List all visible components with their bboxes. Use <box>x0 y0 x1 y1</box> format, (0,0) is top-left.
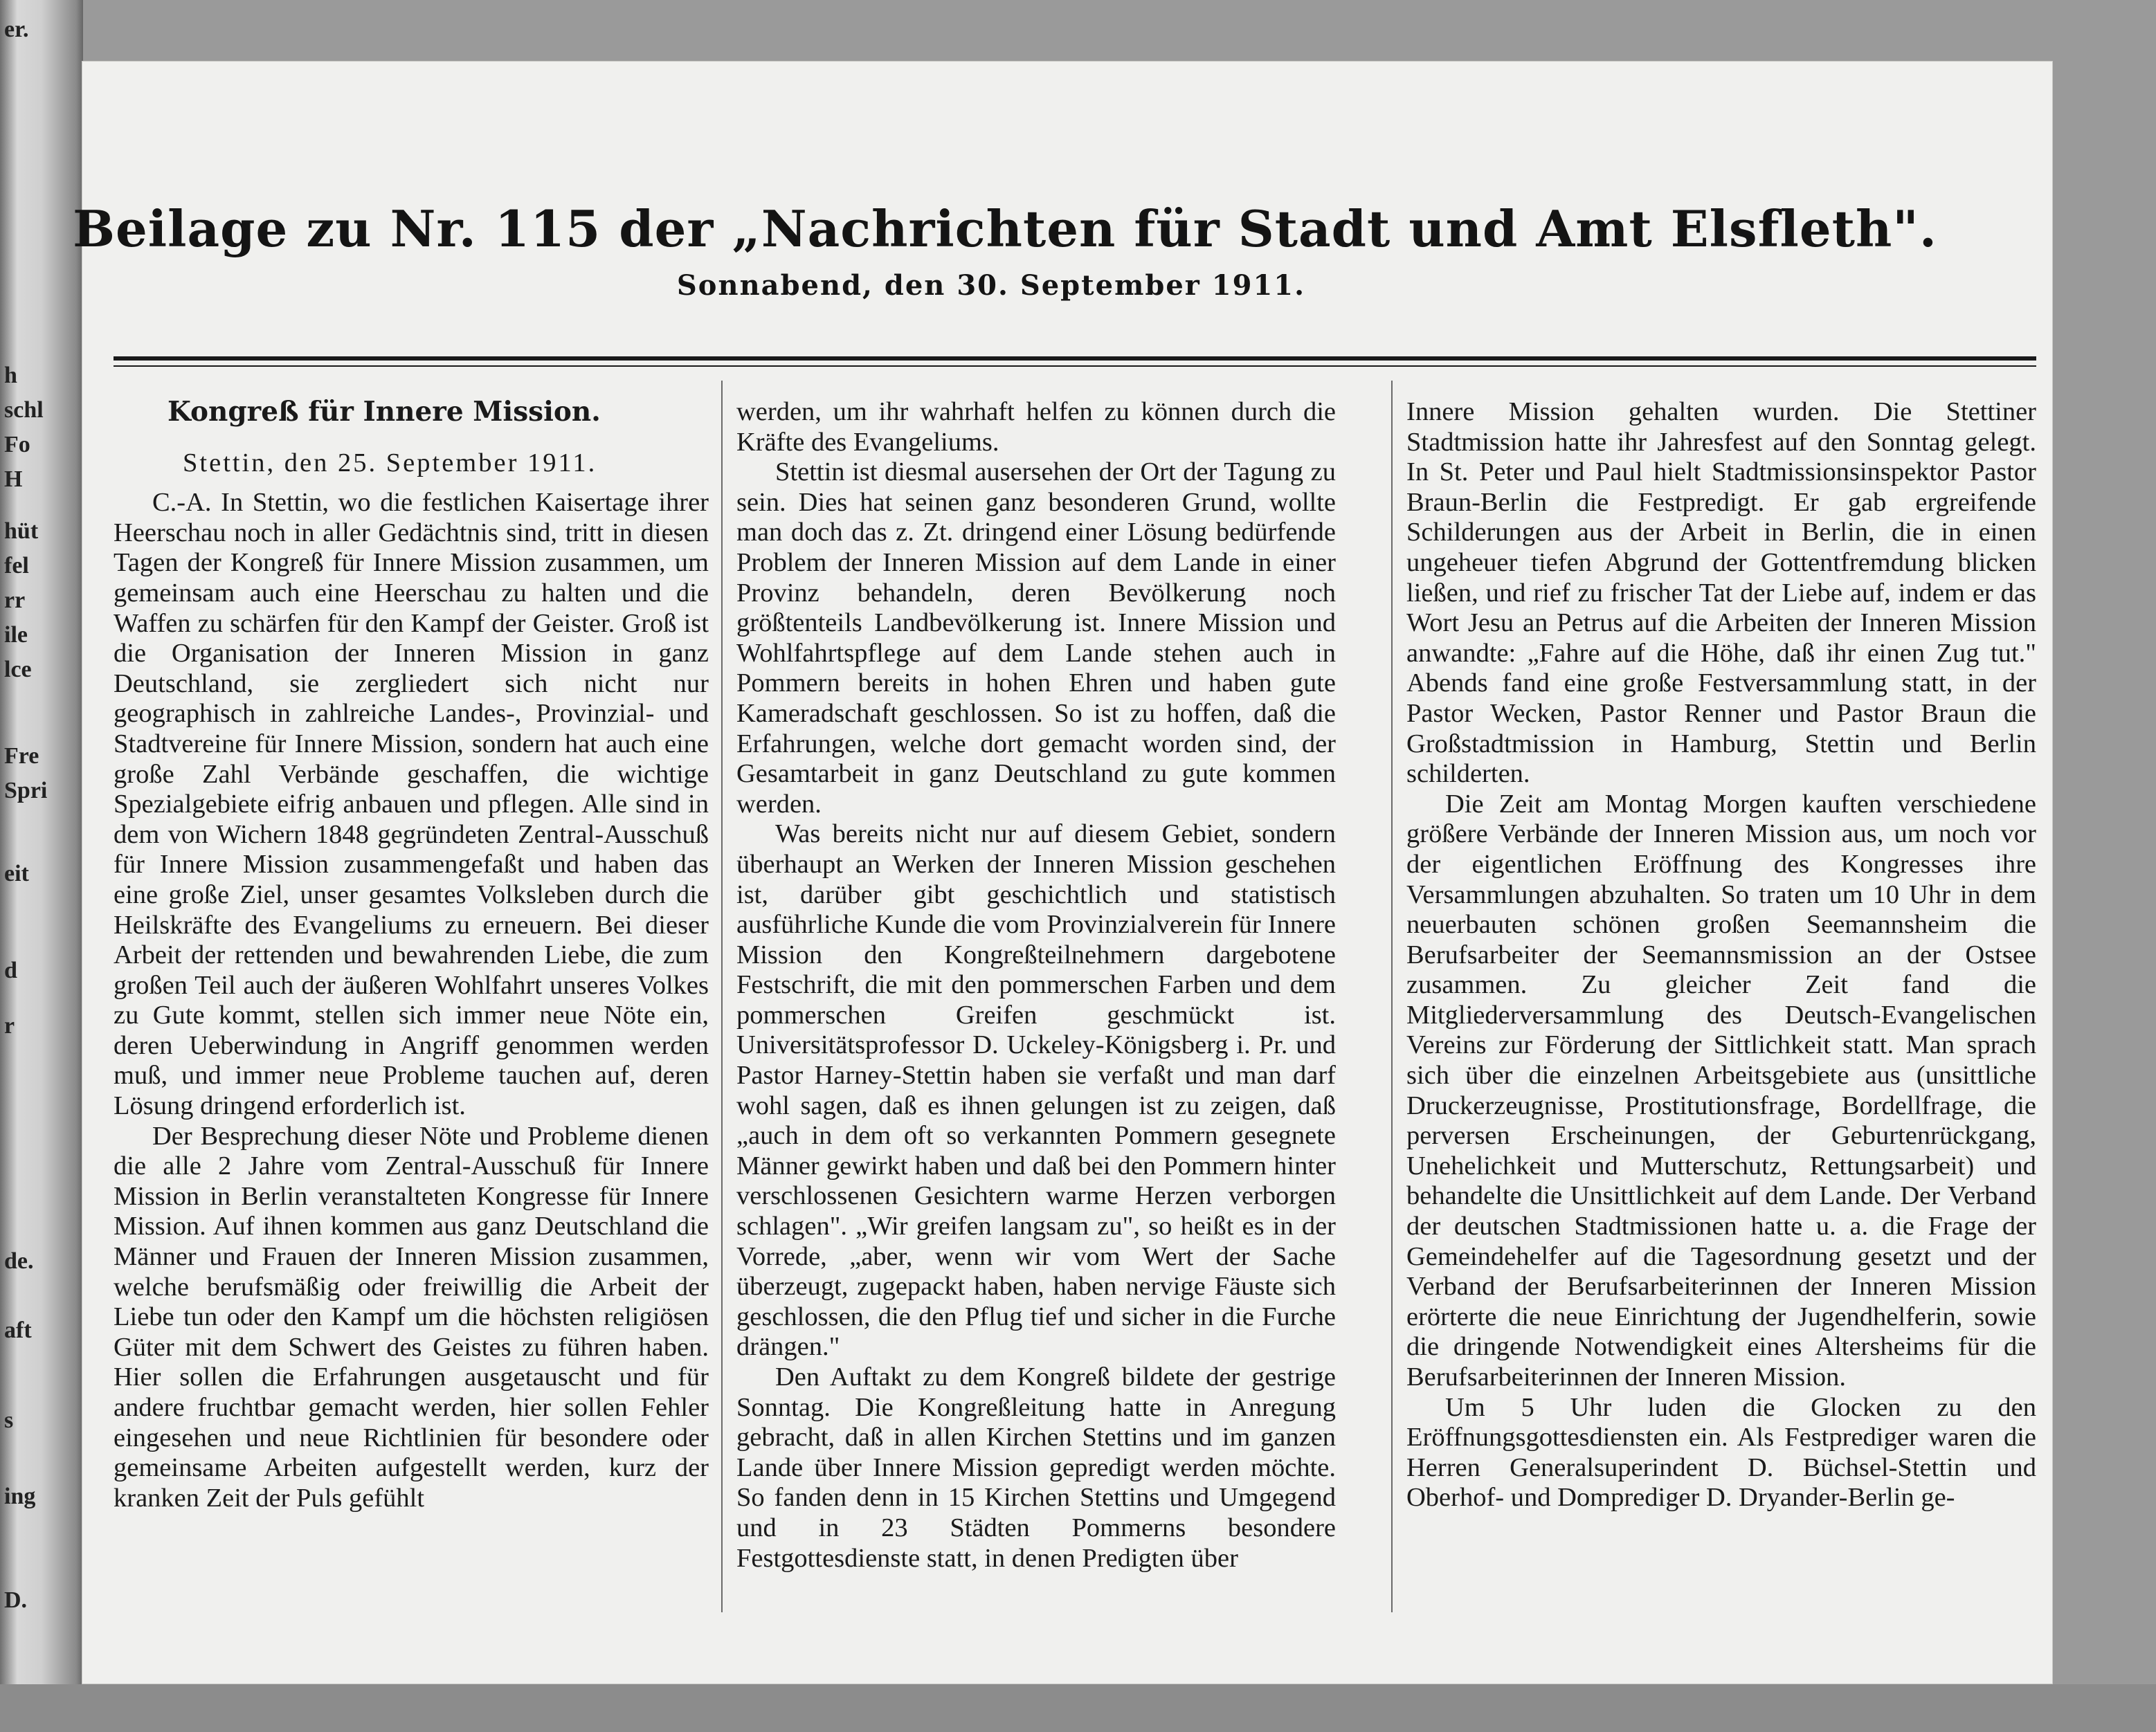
adjacent-page-fragment: ile <box>4 622 28 648</box>
adjacent-page-fragment: de. <box>4 1248 34 1274</box>
issue-dateline: Sonnabend, den 30. September 1911. <box>676 269 1306 302</box>
article-column-1 <box>114 397 709 1610</box>
column-divider <box>1391 381 1393 1612</box>
adjacent-page-fragment: h <box>4 363 17 388</box>
adjacent-page-fragment: lce <box>4 657 32 682</box>
article-title: Kongreß für Innere Mission. <box>167 397 601 428</box>
adjacent-page-fragment: Fo <box>4 432 30 457</box>
paragraph: Der Besprechung dieser Nöte und Probleme dienen die alle 2 Jahre vom Zentral-Ausschuß für Innere Mission in Berlin veranstalteten Kongresse für Innere Mission. Auf ihnen kommen aus ganz Deutschland die Männer und Frauen der Inneren Mission zusammen, welche berufsmäßig oder freiwillig die Arbeit der Liebe tun oder den Kampf um die höchsten religiösen Güter mit dem Schwert des Geistes zu führen haben. Hier sollen die Erfahrungen ausgetauscht und für andere fruchtbar gemacht werden, hier sollen Fehler eingesehen und neue Richtlinien für besondere oder gemeinsame Arbeiten aufgestellt werden, kurz der kranken Zeit der Puls gefühlt <box>114 1121 709 1513</box>
article-dateline: Stettin, den 25. September 1911. <box>183 448 597 477</box>
masthead-title: Beilage zu Nr. 115 der „Nachrichten für Stadt und Amt Elsfleth". <box>73 199 1937 258</box>
adjacent-page-fragment: D. <box>4 1587 28 1613</box>
article-column-2 <box>736 397 1336 1610</box>
paragraph: C.-A. In Stettin, wo die festlichen Kaisertage ihrer Heerschau noch in aller Gedächtnis sind, tritt in diesen Tagen der Kongreß für Innere Mission zusammen, um gemeinsam auch eine Heerschau zu halten und die Waffen zu schärfen für den Kampf der Geister. Groß ist die Organisation der Inneren Mission in ganz Deutschland, sie zergliedert sich nicht nur geographisch in zahlreiche Landes-, Provinzial- und Stadtvereine für Innere Mission, sondern hat auch eine große Zahl Verbände geschaffen, die wichtige Spezialgebiete eifrig anbauen und pflegen. Alle sind in dem von Wichern 1848 gegründeten Zentral-Ausschuß für Innere Mission zusammengefaßt und haben das eine große Ziel, unser gesamtes Volksleben durch die Heilskräfte des Evangeliums zu erneuern. Bei dieser Arbeit der rettenden und bewahrenden Liebe, die zum großen Teil auch der äußeren Wohlfahrt unseres Volkes zu Gute kommt, stellen sich immer neue Nöte ein, deren Ueberwindung in Angriff genommen werden muß, und immer neue Probleme tauchen auf, deren Lösung dringend erforderlich ist. <box>114 488 709 1121</box>
header-rule-thick <box>114 356 2036 361</box>
page-header <box>73 199 2053 302</box>
article-column-3 <box>1406 397 2036 1610</box>
paragraph: Innere Mission gehalten wurden. Die Stettiner Stadtmission hatte ihr Jahresfest auf den Sonntag gelegt. In St. Peter und Paul hielt Stadtmissionsinspektor Pastor Braun-Berlin die Festpredigt. Er gab ergreifende Schilderungen aus der Arbeit in Berlin, die in einen ungeheuer tiefen Abgrund der Gottentfremdung blicken ließen, und rief zu frischer Tat der Liebe auf, indem er das Wort Jesu an Petrus auf die Arbeiten der Inneren Mission anwandte: „Fahre auf die Höhe, daß ihr einen Zug tut." Abends fand eine große Festversammlung statt, in der Pastor Wecken, Pastor Renner und Pastor Braun die Großstadtmission in Hamburg, Stettin und Berlin schilderten. <box>1406 397 2036 789</box>
adjacent-page-fragment: schl <box>4 397 44 423</box>
adjacent-page-fragment: r <box>4 1013 15 1039</box>
adjacent-page-fragment: s <box>4 1407 14 1433</box>
adjacent-page-fragment: er. <box>4 17 29 42</box>
adjacent-page-fragment: rr <box>4 587 26 613</box>
adjacent-page-fragment: hüt <box>4 518 39 544</box>
adjacent-page-fragment: eit <box>4 861 29 886</box>
header-rule-thin <box>114 365 2036 367</box>
adjacent-page-fragment: H <box>4 466 23 492</box>
adjacent-page-fragment: d <box>4 958 17 983</box>
adjacent-page-fragment: aft <box>4 1318 32 1343</box>
paragraph: werden, um ihr wahrhaft helfen zu können durch die Kräfte des Evangeliums. <box>736 397 1336 457</box>
column-divider <box>721 381 723 1612</box>
paragraph: Die Zeit am Montag Morgen kauften verschiedene größere Verbände der Inneren Mission aus, um noch vor der eigentlichen Eröffnung des Kongresses ihre Versammlungen abzuhalten. So traten um 10 Uhr in dem neuerbauten schönen großen Seemannsheim die Berufsarbeiter der Seemannsmission an der Ostsee zusammen. Zu gleicher Zeit fand die Mitgliederversammlung des Deutsch-Evangelischen Vereins zur Förderung der Sittlichkeit statt. Man sprach sich über die einzelnen Arbeitsgebiete aus (unsittliche Druckerzeugnisse, Prostitutionsfrage, Bordellfrage, die perversen Erscheinungen, der Geburtenrückgang, Unehelichkeit und Mutterschutz, Rettungsarbeit) und behandelte die Unsittlichkeit auf dem Lande. Der Verband der deutschen Stadtmissionen hatte u. a. die Frage der Gemeindehelfer auf die Tagesordnung gesetzt und der Verband der Berufsarbeiterinnen der Inneren Mission erörterte die neue Einrichtung der Jugendhelferin, sowie die dringende Notwendigkeit eines Altersheims für die Berufsarbeiterinnen der Inneren Mission. <box>1406 789 2036 1392</box>
paragraph: Stettin ist diesmal ausersehen der Ort der Tagung zu sein. Dies hat seinen ganz besonderen Grund, wollte man doch das z. Zt. dringend einer Lösung bedürfende Problem der Inneren Mission auf dem Lande in einer Provinz behandeln, deren Bevölkerung noch größtenteils Landbevölkerung ist. Innere Mission und Wohlfahrtspflege auf dem Lande stehen auch in Pommern bereits in hohen Ehren und haben gute Kameradschaft geschlossen. So ist zu hoffen, daß die Erfahrungen, welche dort gemacht worden sind, der Gesamtarbeit in ganz Deutschland zu gute kommen werden. <box>736 457 1336 819</box>
scan-background <box>0 1684 2156 1732</box>
adjacent-page-fragment: fel <box>4 553 29 578</box>
newspaper-page <box>73 61 2053 1684</box>
adjacent-page-fragment: ing <box>4 1484 36 1509</box>
paragraph: Um 5 Uhr luden die Glocken zu den Eröffnungsgottesdiensten ein. Als Festprediger waren die Herren Generalsuperindent D. Büchsel-Stettin und Oberhof- und Domprediger D. Dryander-Berlin ge- <box>1406 1392 2036 1513</box>
adjacent-page-edge <box>0 0 83 1732</box>
paragraph: Den Auftakt zu dem Kongreß bildete der gestrige Sonntag. Die Kongreßleitung hatte in Anregung gebracht, daß in allen Kirchen Stettins und im ganzen Lande über Innere Mission gepredigt werden möchte. So fanden denn in 15 Kirchen Stettins und Umgegend und in 23 Städten Pommerns besondere Festgottesdienste statt, in denen Predigten über <box>736 1362 1336 1573</box>
adjacent-page-fragment: Fre <box>4 743 39 769</box>
paragraph: Was bereits nicht nur auf diesem Gebiet, sondern überhaupt an Werken der Inneren Mission geschehen ist, darüber gibt geschichtlich und statistisch ausführliche Kunde die vom Provinzialverein für Innere Mission den Kongreßteilnehmern dargebotene Festschrift, die mit den pommerschen Farben und dem pommerschen Greifen geschmückt ist. Universitätsprofessor D. Uckeley-Königsberg i. Pr. und Pastor Harney-Stettin haben sie verfaßt und man darf wohl sagen, daß es ihnen gelungen ist zu zeigen, daß „auch in dem oft so verkannten Pommern gesegnete Männer gewirkt haben und daß bei den Pommern hinter verschlossenen Gesichtern warme Herzen verborgen schlagen". „Wir greifen langsam zu", so heißt es in der Vorrede, „aber, wenn wir vom Wert der Sache überzeugt, zugepackt haben, haben nervige Fäuste sich geschlossen, die den Pflug tief und sicher in die Furche drängen." <box>736 819 1336 1362</box>
adjacent-page-fragment: Spri <box>4 778 48 803</box>
